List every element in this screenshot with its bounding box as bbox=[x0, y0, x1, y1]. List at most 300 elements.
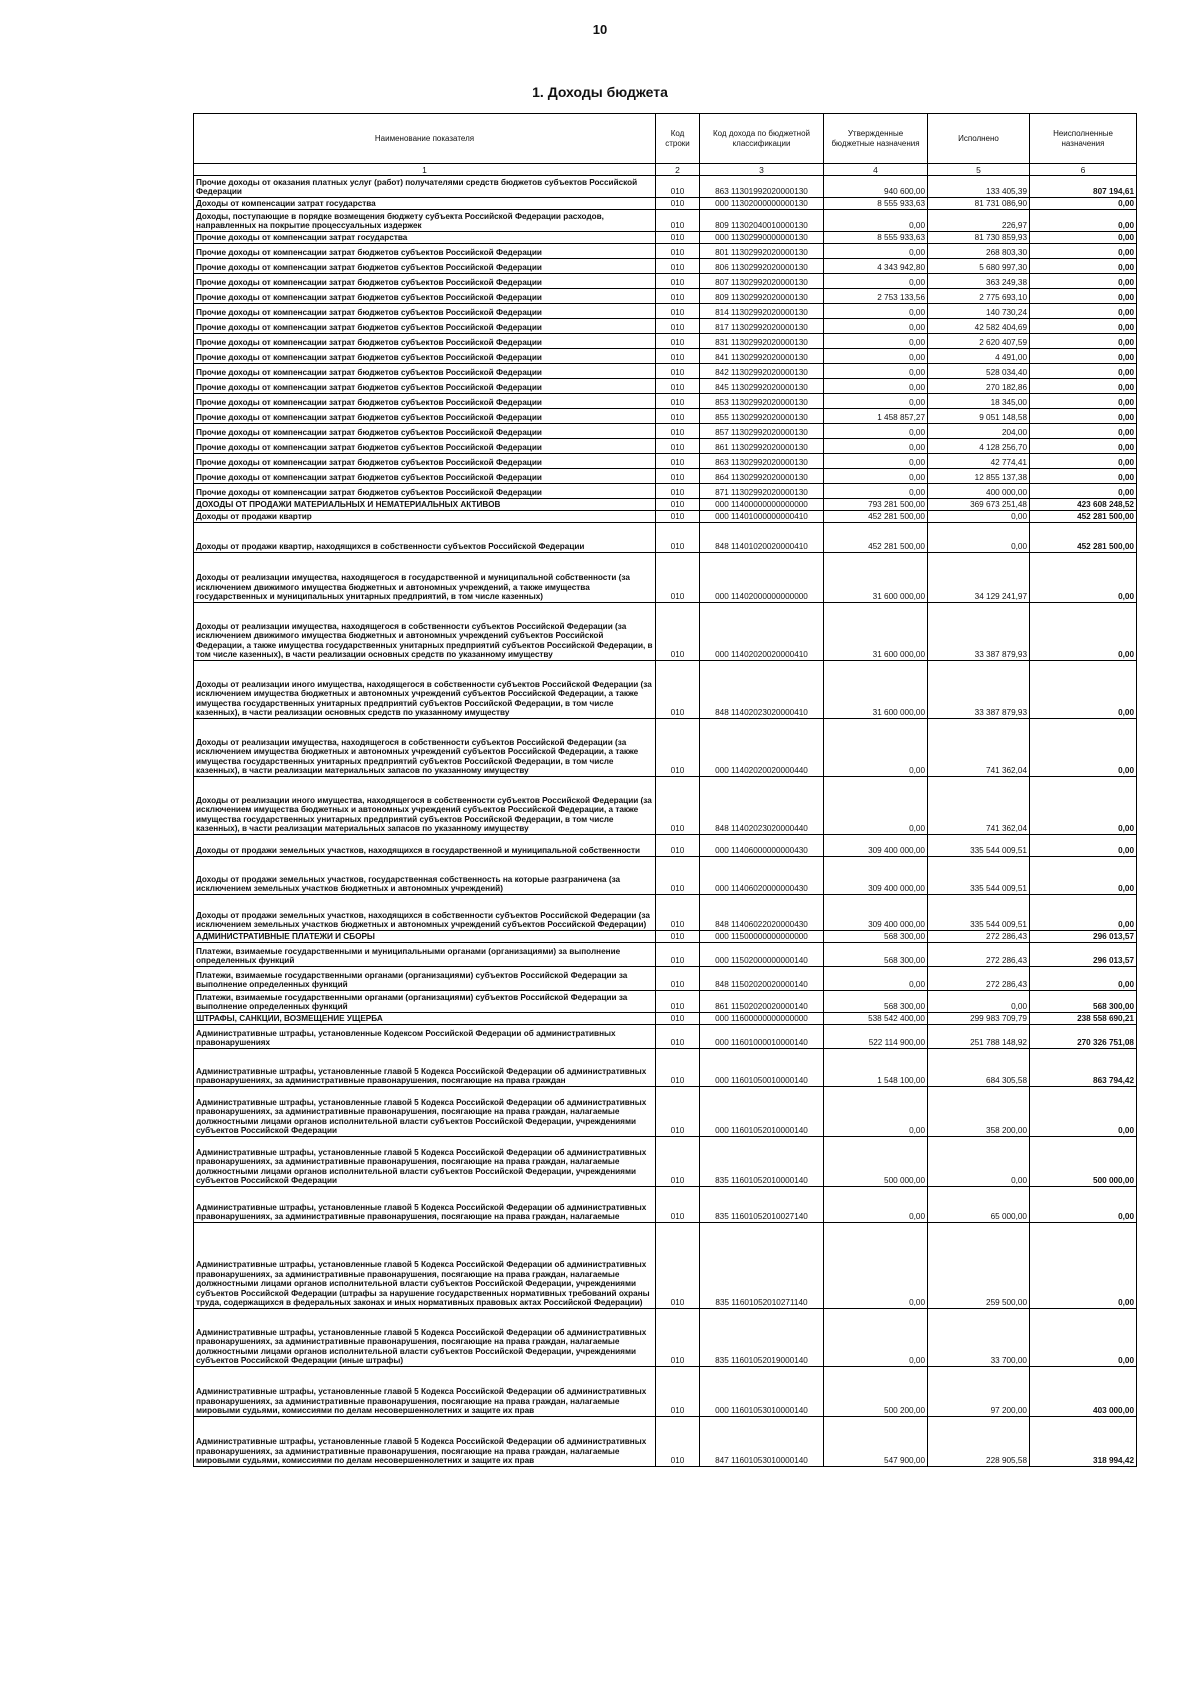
row-unexecuted: 0,00 bbox=[1030, 484, 1137, 499]
row-name: Административные штрафы, установленные главой 5 Кодекса Российской Федерации об административных правонарушениях, за административные правонарушения, посягающие на права граждан, налагаемые мировыми судьями, комиссиями по делам несовершеннолетних и защите их прав bbox=[194, 1417, 656, 1467]
row-name: Доходы от реализации имущества, находящегося в собственности субъектов Российской Федерации (за исключением имущества бюджетных и автономных учреждений субъектов Российской Федерации, а также имущества государственных унитарных предприятий субъектов Российской Федерации, в том числе казенных), в части реализации материальных запасов по указанному имуществу bbox=[194, 719, 656, 777]
income-table bbox=[193, 113, 1136, 1467]
row-executed: 528 034,40 bbox=[928, 364, 1030, 379]
table-row bbox=[194, 1223, 1137, 1309]
row-kbk: 848 11502020020000140 bbox=[700, 967, 824, 991]
table-row bbox=[194, 511, 1137, 523]
table-row bbox=[194, 1087, 1137, 1137]
row-executed: 4 491,00 bbox=[928, 349, 1030, 364]
row-name: Административные штрафы, установленные главой 5 Кодекса Российской Федерации об административных правонарушениях, за административные правонарушения, посягающие на права граждан, налагаемые мировыми судьями, комиссиями по делам несовершеннолетних и защите их прав bbox=[194, 1367, 656, 1417]
page-number: 10 bbox=[592, 22, 608, 37]
row-code: 010 bbox=[656, 1087, 700, 1137]
row-executed: 42 774,41 bbox=[928, 454, 1030, 469]
row-code: 010 bbox=[656, 835, 700, 857]
row-unexecuted: 423 608 248,52 bbox=[1030, 499, 1137, 511]
row-approved: 0,00 bbox=[824, 484, 928, 499]
table-row bbox=[194, 1417, 1137, 1467]
row-name: Прочие доходы от компенсации затрат бюджетов субъектов Российской Федерации bbox=[194, 364, 656, 379]
table-row bbox=[194, 484, 1137, 499]
row-name: Прочие доходы от компенсации затрат бюджетов субъектов Российской Федерации bbox=[194, 379, 656, 394]
row-unexecuted: 0,00 bbox=[1030, 661, 1137, 719]
row-unexecuted: 0,00 bbox=[1030, 895, 1137, 931]
table-row bbox=[194, 603, 1137, 661]
row-approved: 452 281 500,00 bbox=[824, 523, 928, 553]
table-row bbox=[194, 835, 1137, 857]
row-name: Доходы, поступающие в порядке возмещения бюджету субъекта Российской Федерации расходов, направленных на покрытие процессуальных издержек bbox=[194, 210, 656, 232]
row-name: Доходы от реализации иного имущества, находящегося в собственности субъектов Российской Федерации (за исключением имущества бюджетных и автономных учреждений субъектов Российской Федерации, а также имущества государственных унитарных предприятий субъектов Российской Федерации, в том числе казенных), в части реализации основных средств по указанному имуществу bbox=[194, 661, 656, 719]
row-kbk: 864 11302992020000130 bbox=[700, 469, 824, 484]
row-approved: 0,00 bbox=[824, 777, 928, 835]
table-row bbox=[194, 1025, 1137, 1049]
row-code: 010 bbox=[656, 1025, 700, 1049]
row-name: Доходы от продажи земельных участков, государственная собственность на которые разграничена (за исключением земельных участков бюджетных и автономных учреждений) bbox=[194, 857, 656, 895]
row-unexecuted: 270 326 751,08 bbox=[1030, 1025, 1137, 1049]
row-unexecuted: 807 194,61 bbox=[1030, 176, 1137, 198]
row-executed: 0,00 bbox=[928, 511, 1030, 523]
row-approved: 0,00 bbox=[824, 1223, 928, 1309]
row-kbk: 861 11302992020000130 bbox=[700, 439, 824, 454]
row-executed: 335 544 009,51 bbox=[928, 857, 1030, 895]
table-row bbox=[194, 334, 1137, 349]
row-approved: 0,00 bbox=[824, 439, 928, 454]
row-kbk: 848 11406022020000430 bbox=[700, 895, 824, 931]
page-title: 1. Доходы бюджета bbox=[532, 84, 668, 100]
row-code: 010 bbox=[656, 1309, 700, 1367]
table-row bbox=[194, 259, 1137, 274]
table-row bbox=[194, 469, 1137, 484]
row-code: 010 bbox=[656, 967, 700, 991]
row-approved: 522 114 900,00 bbox=[824, 1025, 928, 1049]
row-code: 010 bbox=[656, 719, 700, 777]
row-executed: 0,00 bbox=[928, 1137, 1030, 1187]
row-approved: 309 400 000,00 bbox=[824, 895, 928, 931]
row-approved: 0,00 bbox=[824, 349, 928, 364]
row-code: 010 bbox=[656, 349, 700, 364]
row-code: 010 bbox=[656, 499, 700, 511]
row-executed: 363 249,38 bbox=[928, 274, 1030, 289]
row-name: Прочие доходы от компенсации затрат бюджетов субъектов Российской Федерации bbox=[194, 334, 656, 349]
row-code: 010 bbox=[656, 210, 700, 232]
header-name: Наименование показателя bbox=[194, 114, 656, 164]
row-executed: 33 387 879,93 bbox=[928, 603, 1030, 661]
row-unexecuted: 0,00 bbox=[1030, 210, 1137, 232]
row-executed: 133 405,39 bbox=[928, 176, 1030, 198]
row-unexecuted: 0,00 bbox=[1030, 259, 1137, 274]
row-unexecuted: 0,00 bbox=[1030, 198, 1137, 210]
table-row bbox=[194, 349, 1137, 364]
row-code: 010 bbox=[656, 484, 700, 499]
header-index-1: 1 bbox=[194, 164, 656, 176]
table-row bbox=[194, 409, 1137, 424]
row-code: 010 bbox=[656, 661, 700, 719]
row-kbk: 863 11302992020000130 bbox=[700, 454, 824, 469]
table-row bbox=[194, 319, 1137, 334]
row-unexecuted: 318 994,42 bbox=[1030, 1417, 1137, 1467]
row-kbk: 831 11302992020000130 bbox=[700, 334, 824, 349]
row-unexecuted: 0,00 bbox=[1030, 469, 1137, 484]
row-unexecuted: 0,00 bbox=[1030, 553, 1137, 603]
table-body bbox=[194, 176, 1137, 1467]
row-name: Административные штрафы, установленные главой 5 Кодекса Российской Федерации об административных правонарушениях, за административные правонарушения, посягающие на права граждан, налагаемые bbox=[194, 1187, 656, 1223]
row-kbk: 000 11402020020000440 bbox=[700, 719, 824, 777]
table-row bbox=[194, 304, 1137, 319]
row-name: Прочие доходы от компенсации затрат бюджетов субъектов Российской Федерации bbox=[194, 319, 656, 334]
row-kbk: 842 11302992020000130 bbox=[700, 364, 824, 379]
row-kbk: 814 11302992020000130 bbox=[700, 304, 824, 319]
row-name: Прочие доходы от компенсации затрат бюджетов субъектов Российской Федерации bbox=[194, 439, 656, 454]
row-kbk: 000 11601000010000140 bbox=[700, 1025, 824, 1049]
row-executed: 18 345,00 bbox=[928, 394, 1030, 409]
row-unexecuted: 0,00 bbox=[1030, 409, 1137, 424]
row-name: Прочие доходы от компенсации затрат бюджетов субъектов Российской Федерации bbox=[194, 469, 656, 484]
row-approved: 0,00 bbox=[824, 379, 928, 394]
row-executed: 12 855 137,38 bbox=[928, 469, 1030, 484]
row-unexecuted: 0,00 bbox=[1030, 244, 1137, 259]
row-kbk: 857 11302992020000130 bbox=[700, 424, 824, 439]
row-name: Прочие доходы от компенсации затрат бюджетов субъектов Российской Федерации bbox=[194, 289, 656, 304]
row-approved: 0,00 bbox=[824, 210, 928, 232]
row-executed: 33 700,00 bbox=[928, 1309, 1030, 1367]
row-kbk: 000 11402020020000410 bbox=[700, 603, 824, 661]
row-kbk: 000 11402000000000000 bbox=[700, 553, 824, 603]
row-executed: 259 500,00 bbox=[928, 1223, 1030, 1309]
row-name: Доходы от продажи квартир bbox=[194, 511, 656, 523]
row-approved: 0,00 bbox=[824, 1309, 928, 1367]
row-executed: 34 129 241,97 bbox=[928, 553, 1030, 603]
header-index-4: 4 bbox=[824, 164, 928, 176]
row-unexecuted: 0,00 bbox=[1030, 1223, 1137, 1309]
row-name: Прочие доходы от компенсации затрат бюджетов субъектов Российской Федерации bbox=[194, 274, 656, 289]
row-kbk: 801 11302992020000130 bbox=[700, 244, 824, 259]
row-kbk: 848 11402023020000440 bbox=[700, 777, 824, 835]
row-approved: 0,00 bbox=[824, 469, 928, 484]
row-approved: 0,00 bbox=[824, 304, 928, 319]
row-code: 010 bbox=[656, 895, 700, 931]
row-code: 010 bbox=[656, 777, 700, 835]
row-kbk: 855 11302992020000130 bbox=[700, 409, 824, 424]
row-unexecuted: 0,00 bbox=[1030, 349, 1137, 364]
row-approved: 538 542 400,00 bbox=[824, 1013, 928, 1025]
row-unexecuted: 0,00 bbox=[1030, 379, 1137, 394]
table-row bbox=[194, 232, 1137, 244]
row-approved: 2 753 133,56 bbox=[824, 289, 928, 304]
table-row bbox=[194, 1013, 1137, 1025]
table-row bbox=[194, 454, 1137, 469]
row-unexecuted: 0,00 bbox=[1030, 1309, 1137, 1367]
row-name: Доходы от реализации иного имущества, находящегося в собственности субъектов Российской Федерации (за исключением имущества бюджетных и автономных учреждений субъектов Российской Федерации, а также имущества государственных унитарных предприятий субъектов Российской Федерации, в том числе казенных), в части реализации материальных запасов по указанному имуществу bbox=[194, 777, 656, 835]
row-kbk: 806 11302992020000130 bbox=[700, 259, 824, 274]
table-row bbox=[194, 198, 1137, 210]
row-kbk: 000 11406000000000430 bbox=[700, 835, 824, 857]
table-row bbox=[194, 943, 1137, 967]
row-kbk: 000 11400000000000000 bbox=[700, 499, 824, 511]
row-executed: 33 387 879,93 bbox=[928, 661, 1030, 719]
row-kbk: 000 11601050010000140 bbox=[700, 1049, 824, 1087]
table-row bbox=[194, 394, 1137, 409]
row-kbk: 809 11302992020000130 bbox=[700, 289, 824, 304]
row-name: Административные штрафы, установленные главой 5 Кодекса Российской Федерации об административных правонарушениях, за административные правонарушения, посягающие на права граждан, налагаемые должностными лицами органов исполнительной власти субъектов Российской Федерации, учреждениями субъектов Российской Федерации bbox=[194, 1137, 656, 1187]
table-row bbox=[194, 379, 1137, 394]
row-unexecuted: 238 558 690,21 bbox=[1030, 1013, 1137, 1025]
row-executed: 0,00 bbox=[928, 991, 1030, 1013]
row-approved: 309 400 000,00 bbox=[824, 835, 928, 857]
header-index-3: 3 bbox=[700, 164, 824, 176]
row-name: Доходы от компенсации затрат государства bbox=[194, 198, 656, 210]
row-kbk: 000 11406020000000430 bbox=[700, 857, 824, 895]
row-kbk: 809 11302040010000130 bbox=[700, 210, 824, 232]
row-kbk: 861 11502020020000140 bbox=[700, 991, 824, 1013]
row-unexecuted: 0,00 bbox=[1030, 454, 1137, 469]
row-kbk: 848 11401020020000410 bbox=[700, 523, 824, 553]
row-unexecuted: 296 013,57 bbox=[1030, 931, 1137, 943]
row-executed: 369 673 251,48 bbox=[928, 499, 1030, 511]
row-code: 010 bbox=[656, 1013, 700, 1025]
row-kbk: 807 11302992020000130 bbox=[700, 274, 824, 289]
table-row bbox=[194, 1049, 1137, 1087]
table-row bbox=[194, 364, 1137, 379]
row-executed: 741 362,04 bbox=[928, 719, 1030, 777]
row-approved: 793 281 500,00 bbox=[824, 499, 928, 511]
row-name: Прочие доходы от компенсации затрат бюджетов субъектов Российской Федерации bbox=[194, 394, 656, 409]
row-unexecuted: 0,00 bbox=[1030, 289, 1137, 304]
row-unexecuted: 452 281 500,00 bbox=[1030, 523, 1137, 553]
row-code: 010 bbox=[656, 334, 700, 349]
row-approved: 1 548 100,00 bbox=[824, 1049, 928, 1087]
row-unexecuted: 0,00 bbox=[1030, 304, 1137, 319]
row-executed: 228 905,58 bbox=[928, 1417, 1030, 1467]
table-row bbox=[194, 523, 1137, 553]
row-code: 010 bbox=[656, 394, 700, 409]
row-code: 010 bbox=[656, 511, 700, 523]
row-executed: 741 362,04 bbox=[928, 777, 1030, 835]
row-approved: 0,00 bbox=[824, 1087, 928, 1137]
row-name: Административные штрафы, установленные главой 5 Кодекса Российской Федерации об административных правонарушениях, за административные правонарушения, посягающие на права граждан, налагаемые должностными лицами органов исполнительной власти субъектов Российской Федерации, учреждениями субъектов Российской Федерации (иные штрафы) bbox=[194, 1309, 656, 1367]
row-approved: 31 600 000,00 bbox=[824, 603, 928, 661]
row-code: 010 bbox=[656, 1049, 700, 1087]
row-approved: 0,00 bbox=[824, 454, 928, 469]
row-approved: 547 900,00 bbox=[824, 1417, 928, 1467]
header-code: Код строки bbox=[656, 114, 700, 164]
row-executed: 400 000,00 bbox=[928, 484, 1030, 499]
row-executed: 81 730 859,93 bbox=[928, 232, 1030, 244]
row-unexecuted: 296 013,57 bbox=[1030, 943, 1137, 967]
row-kbk: 853 11302992020000130 bbox=[700, 394, 824, 409]
row-kbk: 000 11302990000000130 bbox=[700, 232, 824, 244]
row-kbk: 863 11301992020000130 bbox=[700, 176, 824, 198]
table-row bbox=[194, 176, 1137, 198]
row-kbk: 871 11302992020000130 bbox=[700, 484, 824, 499]
row-unexecuted: 0,00 bbox=[1030, 364, 1137, 379]
row-name: Прочие доходы от компенсации затрат бюджетов субъектов Российской Федерации bbox=[194, 349, 656, 364]
table-row bbox=[194, 895, 1137, 931]
row-approved: 940 600,00 bbox=[824, 176, 928, 198]
row-executed: 299 983 709,79 bbox=[928, 1013, 1030, 1025]
row-approved: 31 600 000,00 bbox=[824, 661, 928, 719]
row-unexecuted: 0,00 bbox=[1030, 1087, 1137, 1137]
row-code: 010 bbox=[656, 931, 700, 943]
row-code: 010 bbox=[656, 379, 700, 394]
table-row bbox=[194, 857, 1137, 895]
row-unexecuted: 0,00 bbox=[1030, 439, 1137, 454]
header-index-5: 5 bbox=[928, 164, 1030, 176]
row-code: 010 bbox=[656, 469, 700, 484]
table-row bbox=[194, 424, 1137, 439]
row-code: 010 bbox=[656, 244, 700, 259]
row-code: 010 bbox=[656, 857, 700, 895]
row-unexecuted: 0,00 bbox=[1030, 835, 1137, 857]
row-executed: 272 286,43 bbox=[928, 943, 1030, 967]
row-name: Доходы от реализации имущества, находящегося в государственной и муниципальной собственности (за исключением движимого имущества бюджетных и автономных учреждений, а также имущества государственных и муниципальных унитарных предприятий, в том числе казенных) bbox=[194, 553, 656, 603]
table-row bbox=[194, 289, 1137, 304]
row-approved: 0,00 bbox=[824, 967, 928, 991]
row-name: Прочие доходы от компенсации затрат бюджетов субъектов Российской Федерации bbox=[194, 244, 656, 259]
row-unexecuted: 0,00 bbox=[1030, 274, 1137, 289]
row-code: 010 bbox=[656, 176, 700, 198]
row-name: ШТРАФЫ, САНКЦИИ, ВОЗМЕЩЕНИЕ УЩЕРБА bbox=[194, 1013, 656, 1025]
row-unexecuted: 0,00 bbox=[1030, 603, 1137, 661]
row-code: 010 bbox=[656, 553, 700, 603]
row-kbk: 835 11601052010271140 bbox=[700, 1223, 824, 1309]
row-code: 010 bbox=[656, 319, 700, 334]
table-header bbox=[194, 114, 1137, 176]
row-code: 010 bbox=[656, 1137, 700, 1187]
row-executed: 81 731 086,90 bbox=[928, 198, 1030, 210]
row-code: 010 bbox=[656, 304, 700, 319]
row-executed: 272 286,43 bbox=[928, 931, 1030, 943]
header-approved: Утвержденные бюджетные назначения bbox=[824, 114, 928, 164]
row-name: Прочие доходы от компенсации затрат бюджетов субъектов Российской Федерации bbox=[194, 454, 656, 469]
row-code: 010 bbox=[656, 259, 700, 274]
row-code: 010 bbox=[656, 991, 700, 1013]
table-row bbox=[194, 1137, 1137, 1187]
row-name: Прочие доходы от оказания платных услуг (работ) получателями средств бюджетов субъектов Российской Федерации bbox=[194, 176, 656, 198]
row-name: Прочие доходы от компенсации затрат государства bbox=[194, 232, 656, 244]
table-row bbox=[194, 210, 1137, 232]
row-approved: 0,00 bbox=[824, 319, 928, 334]
row-approved: 0,00 bbox=[824, 1187, 928, 1223]
row-name: Прочие доходы от компенсации затрат бюджетов субъектов Российской Федерации bbox=[194, 484, 656, 499]
row-unexecuted: 0,00 bbox=[1030, 967, 1137, 991]
row-kbk: 847 11601053010000140 bbox=[700, 1417, 824, 1467]
row-approved: 0,00 bbox=[824, 424, 928, 439]
row-kbk: 848 11402023020000410 bbox=[700, 661, 824, 719]
row-kbk: 000 11401000000000410 bbox=[700, 511, 824, 523]
row-name: Административные штрафы, установленные Кодексом Российской Федерации об административных правонарушениях bbox=[194, 1025, 656, 1049]
row-executed: 358 200,00 bbox=[928, 1087, 1030, 1137]
row-code: 010 bbox=[656, 424, 700, 439]
header-kbk: Код дохода по бюджетной классификации bbox=[700, 114, 824, 164]
row-code: 010 bbox=[656, 523, 700, 553]
row-unexecuted: 568 300,00 bbox=[1030, 991, 1137, 1013]
row-name: Платежи, взимаемые государственными и муниципальными органами (организациями) за выполнение определенных функций bbox=[194, 943, 656, 967]
table-row bbox=[194, 661, 1137, 719]
row-approved: 309 400 000,00 bbox=[824, 857, 928, 895]
row-kbk: 841 11302992020000130 bbox=[700, 349, 824, 364]
row-approved: 1 458 857,27 bbox=[824, 409, 928, 424]
row-executed: 272 286,43 bbox=[928, 967, 1030, 991]
row-code: 010 bbox=[656, 232, 700, 244]
row-executed: 42 582 404,69 bbox=[928, 319, 1030, 334]
row-executed: 2 620 407,59 bbox=[928, 334, 1030, 349]
row-name: Прочие доходы от компенсации затрат бюджетов субъектов Российской Федерации bbox=[194, 259, 656, 274]
row-name: Доходы от продажи квартир, находящихся в собственности субъектов Российской Федерации bbox=[194, 523, 656, 553]
row-executed: 335 544 009,51 bbox=[928, 895, 1030, 931]
row-name: Прочие доходы от компенсации затрат бюджетов субъектов Российской Федерации bbox=[194, 424, 656, 439]
header-executed: Исполнено bbox=[928, 114, 1030, 164]
row-code: 010 bbox=[656, 198, 700, 210]
row-unexecuted: 0,00 bbox=[1030, 1187, 1137, 1223]
row-executed: 9 051 148,58 bbox=[928, 409, 1030, 424]
row-executed: 65 000,00 bbox=[928, 1187, 1030, 1223]
table-row bbox=[194, 1187, 1137, 1223]
row-unexecuted: 0,00 bbox=[1030, 334, 1137, 349]
row-executed: 4 128 256,70 bbox=[928, 439, 1030, 454]
row-code: 010 bbox=[656, 274, 700, 289]
row-approved: 8 555 933,63 bbox=[824, 198, 928, 210]
row-unexecuted: 0,00 bbox=[1030, 394, 1137, 409]
table-row bbox=[194, 967, 1137, 991]
row-name: Административные штрафы, установленные главой 5 Кодекса Российской Федерации об административных правонарушениях, за административные правонарушения, посягающие на права граждан bbox=[194, 1049, 656, 1087]
header-index-6: 6 bbox=[1030, 164, 1137, 176]
row-unexecuted: 0,00 bbox=[1030, 857, 1137, 895]
row-approved: 0,00 bbox=[824, 364, 928, 379]
row-code: 010 bbox=[656, 289, 700, 304]
row-approved: 568 300,00 bbox=[824, 943, 928, 967]
row-name: Административные штрафы, установленные главой 5 Кодекса Российской Федерации об административных правонарушениях, за административные правонарушения, посягающие на права граждан, налагаемые должностными лицами органов исполнительной власти субъектов Российской Федерации, учреждениями субъектов Российской Федерации bbox=[194, 1087, 656, 1137]
row-code: 010 bbox=[656, 439, 700, 454]
row-unexecuted: 500 000,00 bbox=[1030, 1137, 1137, 1187]
row-executed: 97 200,00 bbox=[928, 1367, 1030, 1417]
row-executed: 5 680 997,30 bbox=[928, 259, 1030, 274]
row-kbk: 835 11601052019000140 bbox=[700, 1309, 824, 1367]
row-name: Прочие доходы от компенсации затрат бюджетов субъектов Российской Федерации bbox=[194, 409, 656, 424]
row-unexecuted: 0,00 bbox=[1030, 424, 1137, 439]
row-name: Доходы от реализации имущества, находящегося в собственности субъектов Российской Федерации (за исключением движимого имущества бюджетных и автономных учреждений субъектов Российской Федерации, а также имущества государственных унитарных предприятий субъектов Российской Федерации, в том числе казенных), в части реализации основных средств по указанному имуществу bbox=[194, 603, 656, 661]
row-code: 010 bbox=[656, 1367, 700, 1417]
row-executed: 226,97 bbox=[928, 210, 1030, 232]
row-kbk: 000 11600000000000000 bbox=[700, 1013, 824, 1025]
row-approved: 0,00 bbox=[824, 244, 928, 259]
row-approved: 0,00 bbox=[824, 719, 928, 777]
table-row bbox=[194, 439, 1137, 454]
row-approved: 452 281 500,00 bbox=[824, 511, 928, 523]
row-code: 010 bbox=[656, 454, 700, 469]
table-row bbox=[194, 719, 1137, 777]
row-name: Платежи, взимаемые государственными органами (организациями) субъектов Российской Федерации за выполнение определенных функций bbox=[194, 967, 656, 991]
row-approved: 500 000,00 bbox=[824, 1137, 928, 1187]
table-row bbox=[194, 274, 1137, 289]
row-unexecuted: 863 794,42 bbox=[1030, 1049, 1137, 1087]
row-approved: 8 555 933,63 bbox=[824, 232, 928, 244]
row-kbk: 000 11500000000000000 bbox=[700, 931, 824, 943]
row-name: ДОХОДЫ ОТ ПРОДАЖИ МАТЕРИАЛЬНЫХ И НЕМАТЕРИАЛЬНЫХ АКТИВОВ bbox=[194, 499, 656, 511]
table-row bbox=[194, 991, 1137, 1013]
row-unexecuted: 0,00 bbox=[1030, 777, 1137, 835]
row-kbk: 835 11601052010000140 bbox=[700, 1137, 824, 1187]
row-code: 010 bbox=[656, 1223, 700, 1309]
table-row bbox=[194, 777, 1137, 835]
table-row bbox=[194, 499, 1137, 511]
row-approved: 31 600 000,00 bbox=[824, 553, 928, 603]
row-name: Доходы от продажи земельных участков, находящихся в собственности субъектов Российской Федерации (за исключением земельных участков бюджетных и автономных учреждений субъектов Российской Федерации) bbox=[194, 895, 656, 931]
row-name: Платежи, взимаемые государственными органами (организациями) субъектов Российской Федерации за выполнение определенных функций bbox=[194, 991, 656, 1013]
row-executed: 684 305,58 bbox=[928, 1049, 1030, 1087]
row-code: 010 bbox=[656, 364, 700, 379]
row-code: 010 bbox=[656, 1187, 700, 1223]
row-kbk: 817 11302992020000130 bbox=[700, 319, 824, 334]
row-approved: 0,00 bbox=[824, 394, 928, 409]
header-unexecuted: Неисполненные назначения bbox=[1030, 114, 1137, 164]
